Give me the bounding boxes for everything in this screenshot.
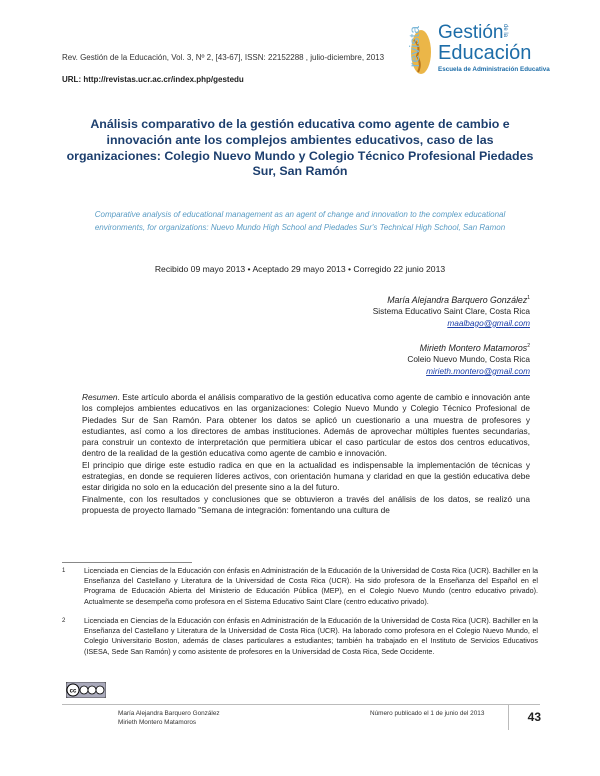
footnote-text: Licenciada en Ciencias de la Educación con énfasis en Administración de la Educación de la Universidad de Costa Rica (UCR). Bachiller en la Enseñanza del Castellano y Literatura de la Universidad de Costa Rica (UCR). Ha sido profesora de la Enseñanza del Español en el Programa de Educación Abierta del Ministerio de Educación Pública (MEP), en el Colegio Nuevo Mundo (centro educativo privado). Actualmente se desempeña como profesora en el Sistema Educativo Saint Clare (centro educativo privado). xyxy=(84,566,538,606)
abstract-p1: Resumen. Este artículo aborda el análisis comparativo de la gestión educativa como agente de cambio e innovación ante los complejos ambientes educativos en las organizaciones: Colegio Nuevo Mundo y Colegio Técnico Profesional de Piedades Sur de San Ramón. Para obtener los datos se aplicó un cuestionario a una muestra de profesores y estudiantes, así como a los directores de ambas instituciones. Además de aprovechar múltiples fuentes secundarias, para construir un contexto de interpretación que permitiera ubicar el caso particular de estos dos centros educativos, dentro de la realidad de la gestión educativa como agente de cambio e innovación. xyxy=(82,392,530,459)
author-affiliation: Coleio Nuevo Mundo, Costa Rica xyxy=(407,354,530,365)
page-number: 43 xyxy=(508,704,541,730)
footnote-text: Licenciada en Ciencias de la Educación con énfasis en Administración de la Educación de la Universidad de Costa Rica (UCR). Bachiller en la Enseñanza del Castellano y Literatura de la Universidad de Costa Rica (UCR). Ha laborado como profesora en el Colegio Nuevo Mundo, el Colegio Universitario Boston, además de clases particulares a estudiantes; también ha trabajado en el Instituto de Servicios Educativos (ISESA, Sede San Ramón) y como asistente de profesores en la Universidad de Costa Rica, Sede Occidente. xyxy=(84,616,538,656)
svg-text:cc: cc xyxy=(69,688,77,695)
footnote-divider xyxy=(62,562,192,563)
footer-authors xyxy=(118,710,220,727)
article-title: Análisis comparativo de la gestión educativa como agente de cambio e innovación ante los complejos ambientes educativos, caso de las organizaciones: Colegio Nuevo Mundo y Colegio Técnico Profesional Piedades Sur, San Ramón xyxy=(66,117,534,179)
author-name: Mirieth Montero Matamoros xyxy=(419,342,528,353)
author-block-1 xyxy=(373,293,530,329)
author-name: María Alejandra Barquero González xyxy=(387,294,528,305)
footnote-2 xyxy=(62,616,538,657)
abstract-p2: El principio que dirige este estudio radica en que en la actualidad es indispensable la implementación de técnicas y estrategias, en donde se requieren líderes activos, con orientación humana y claridad en que la gestión educativa debe estar dirigida no solo en la educación del presente sino a la del futuro. xyxy=(82,459,530,493)
footer-published: Número publicado el 1 de junio del 2013 xyxy=(370,710,485,717)
logo-escuela: Escuela de Administración Educativa xyxy=(438,66,550,73)
footer-author-1: María Alejandra Barquero González xyxy=(118,710,220,717)
footnote-1 xyxy=(62,566,538,607)
author-sup: 2 xyxy=(527,343,530,349)
logo-gestion: Gestión xyxy=(438,22,504,43)
journal-logo xyxy=(408,20,578,90)
article-dates: Recibido 09 mayo 2013 • Aceptado 29 mayo 2013 • Corregido 22 junio 2013 xyxy=(154,264,446,274)
abstract xyxy=(82,392,530,516)
footnote-number: 1 xyxy=(62,568,66,574)
abstract-label: Resumen xyxy=(82,392,118,402)
author-sup: 1 xyxy=(527,295,530,301)
logo-dela: de la xyxy=(502,24,508,38)
journal-citation: Rev. Gestión de la Educación, Vol. 3, Nº 2, [43-67], ISSN: 22152288 , julio-diciembre, 2013 xyxy=(62,53,385,62)
abstract-p3: Finalmente, con los resultados y conclusiones que se obtuvieron a través del análisis de los datos, se realizó una propuesta de proyecto llamado "Semana de integración: fomentando una cultura de xyxy=(82,493,530,515)
author-affiliation: Sistema Educativo Saint Clare, Costa Rica xyxy=(372,306,530,317)
author-email[interactable]: mirieth.montero@gmail.com xyxy=(426,365,530,376)
author-block-2 xyxy=(407,341,530,377)
logo-educacion: Educación xyxy=(438,42,532,64)
logo-revista: revista xyxy=(406,26,422,68)
creative-commons-license-icon[interactable] xyxy=(66,682,106,698)
footer-divider xyxy=(62,704,540,705)
journal-url[interactable]: URL: http://revistas.ucr.ac.cr/index.php/gestedu xyxy=(62,75,244,84)
english-title: Comparative analysis of educational management as an agent of change and innovation to the complex educational environments, for organizations: Nuevo Mundo High School and Piedades Sur's Technical High School, San Ramon xyxy=(94,210,506,232)
footnote-number: 2 xyxy=(62,618,66,624)
author-email[interactable]: maalbago@gmail.com xyxy=(447,317,530,328)
footer-author-2: Mirieth Montero Matamoros xyxy=(118,718,197,726)
